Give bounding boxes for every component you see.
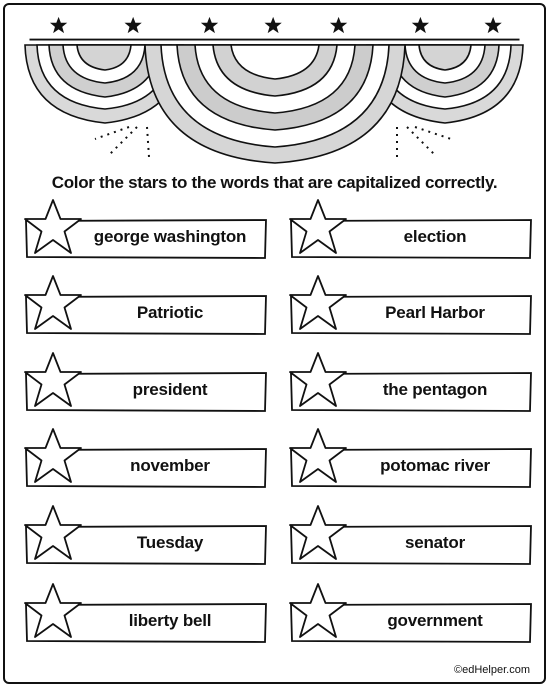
- colorable-star-icon[interactable]: [286, 273, 350, 335]
- colorable-star-icon[interactable]: [21, 503, 85, 565]
- colorable-star-icon[interactable]: [21, 197, 85, 259]
- word-label: the pentagon: [382, 380, 488, 399]
- word-item[interactable]: [286, 279, 536, 339]
- word-item[interactable]: [286, 509, 536, 569]
- word-item[interactable]: [21, 356, 271, 416]
- colorable-star-icon[interactable]: [286, 581, 350, 643]
- worksheet-page: [3, 3, 546, 684]
- colorable-star-icon[interactable]: [21, 581, 85, 643]
- word-item[interactable]: [286, 432, 536, 492]
- word-label: potomac river: [380, 456, 490, 475]
- word-item[interactable]: [21, 203, 271, 263]
- word-label: Tuesday: [136, 533, 204, 552]
- colorable-star-icon[interactable]: [286, 503, 350, 565]
- colorable-star-icon[interactable]: [286, 426, 350, 488]
- bunting-decoration: [5, 5, 548, 165]
- colorable-star-icon[interactable]: [286, 197, 350, 259]
- colorable-star-icon[interactable]: [21, 350, 85, 412]
- word-label: senator: [404, 533, 465, 552]
- word-item[interactable]: [21, 587, 271, 647]
- word-label: Pearl Harbor: [385, 303, 485, 322]
- word-item[interactable]: [286, 587, 536, 647]
- word-label: november: [130, 456, 210, 475]
- word-label: election: [403, 227, 467, 246]
- word-item[interactable]: [21, 279, 271, 339]
- word-item[interactable]: [21, 509, 271, 569]
- word-label: liberty bell: [128, 611, 212, 630]
- word-label: Patriotic: [136, 303, 204, 322]
- word-item[interactable]: [286, 203, 536, 263]
- colorable-star-icon[interactable]: [21, 426, 85, 488]
- colorable-star-icon[interactable]: [21, 273, 85, 335]
- word-label: george washington: [93, 227, 247, 246]
- word-label: president: [132, 380, 208, 399]
- word-item[interactable]: [286, 356, 536, 416]
- word-label: government: [387, 611, 483, 630]
- copyright-text: ©edHelper.com: [454, 664, 530, 676]
- instruction-text: Color the stars to the words that are capitalized correctly.: [51, 173, 498, 192]
- center-bunting-icon: [145, 45, 405, 163]
- colorable-star-icon[interactable]: [286, 350, 350, 412]
- word-item[interactable]: [21, 432, 271, 492]
